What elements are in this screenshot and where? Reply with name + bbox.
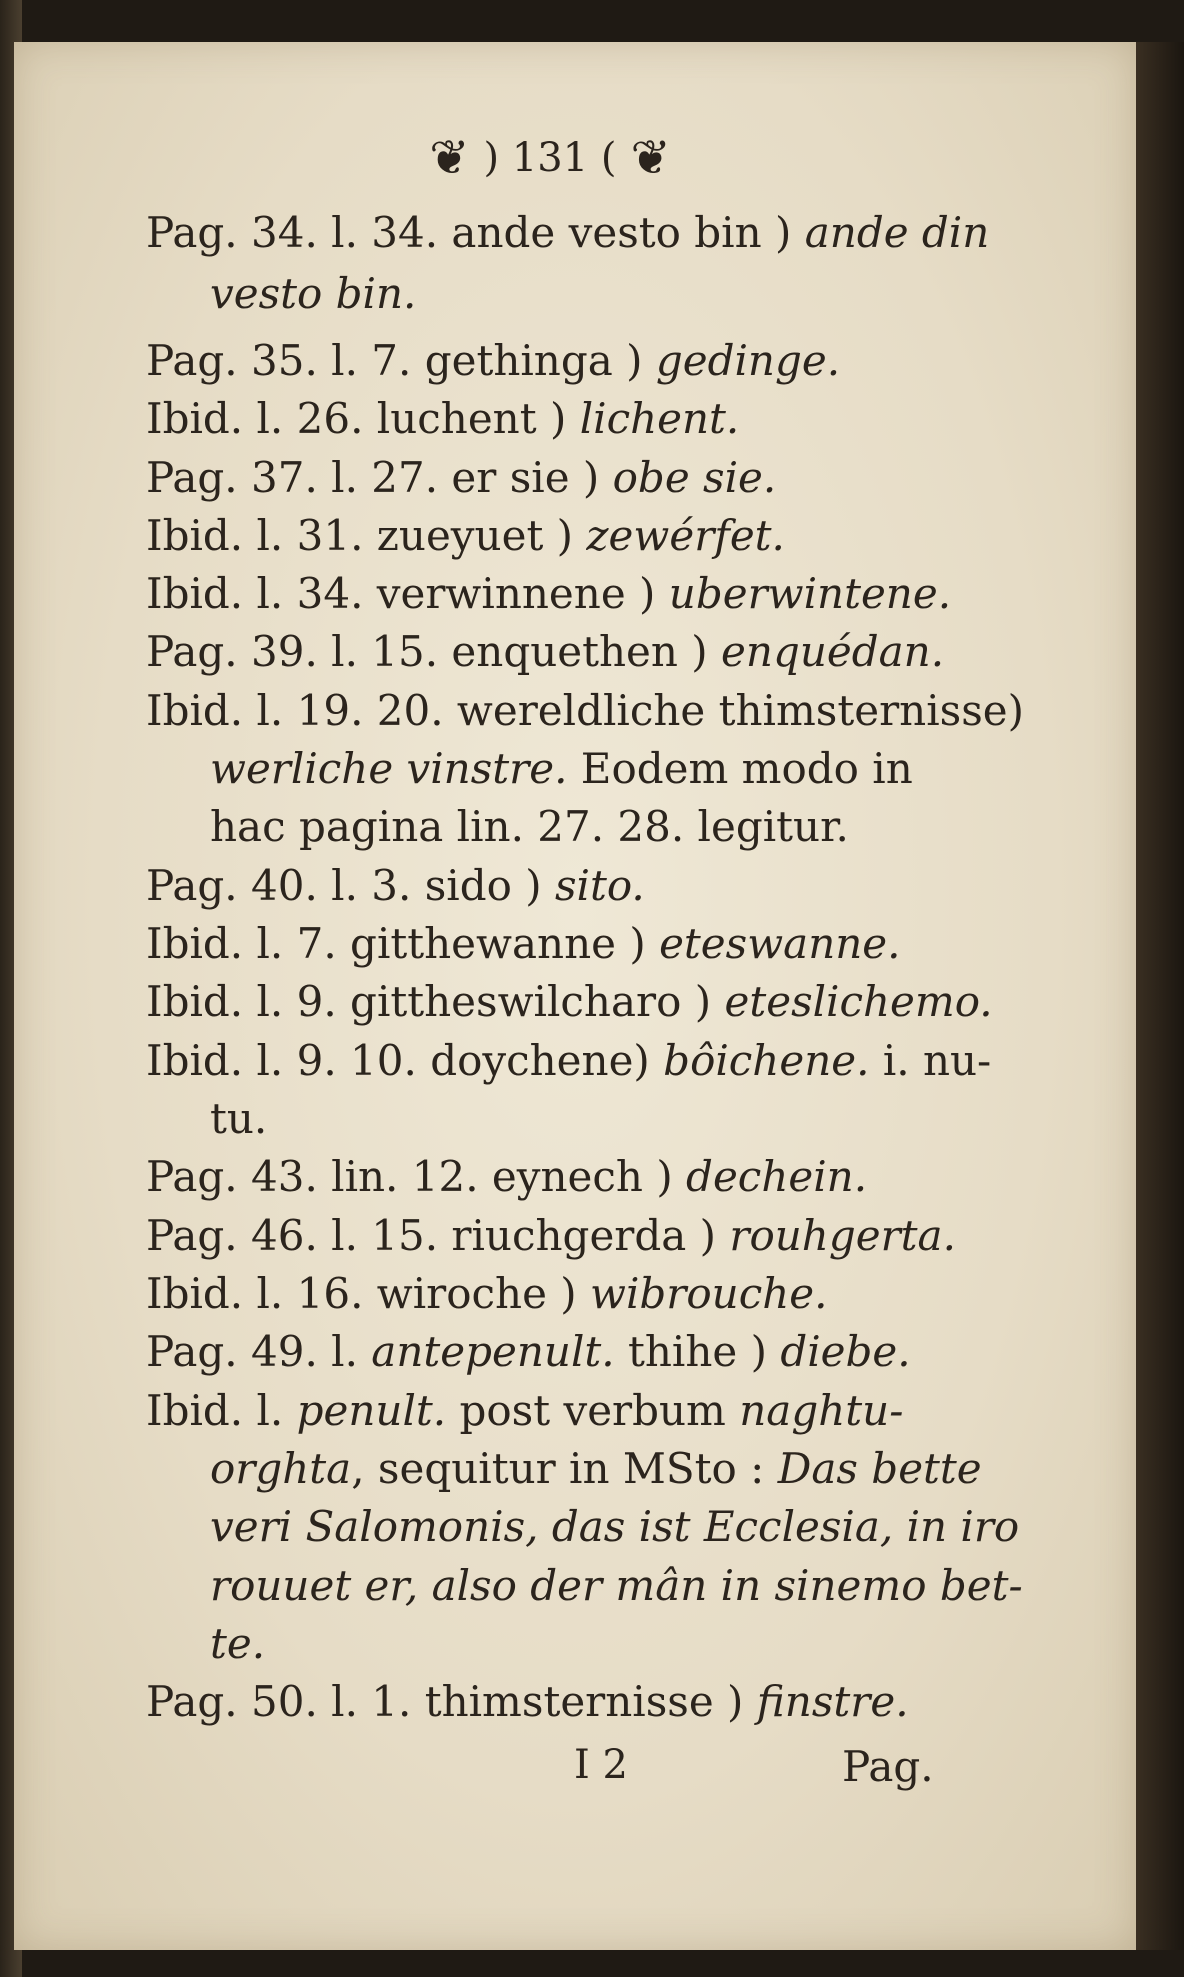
entry-line: Pag. 50. l. 1. thimsternisse ) finstre. xyxy=(146,1677,909,1726)
entry-line: Pag. 43. lin. 12. eynech ) dechein. xyxy=(146,1152,868,1201)
catchword: Pag. xyxy=(842,1742,934,1791)
entry-line: Ibid. l. penult. post verbum naghtu- xyxy=(146,1386,904,1435)
entry-line: rouuet er, also der mân in sinemo bet- xyxy=(210,1561,1023,1610)
entry-line: Ibid. l. 16. wiroche ) wibrouche. xyxy=(146,1269,828,1318)
left-ornament-icon: ❦ xyxy=(429,130,470,186)
page-header xyxy=(380,128,720,188)
entry-line: Ibid. l. 34. verwinnene ) uberwintene. xyxy=(146,569,952,618)
page-edge xyxy=(1136,42,1184,1950)
entry-line: Ibid. l. 19. 20. wereldliche thimsternisse) xyxy=(146,686,1025,735)
entry-line: Ibid. l. 9. gittheswilcharo ) eteslichemo. xyxy=(146,977,993,1026)
entry-line: Pag. 39. l. 15. enquethen ) enquédan. xyxy=(146,627,945,676)
entry-line: vesto bin. xyxy=(210,269,417,318)
signature-mark: I 2 xyxy=(574,1742,628,1788)
entry-line: werliche vinstre. Eodem modo in xyxy=(210,744,913,793)
entry-line: Ibid. l. 26. luchent ) lichent. xyxy=(146,394,740,443)
entry-line: Ibid. l. 9. 10. doychene) bôichene. i. nu- xyxy=(146,1036,992,1085)
entry-line: tu. xyxy=(210,1094,268,1143)
entry-line: Pag. 34. l. 34. ande vesto bin ) ande din xyxy=(146,208,990,257)
entry-line: orghta, sequitur in MSto : Das bette xyxy=(210,1444,982,1493)
entry-line: veri Salomonis, das ist Ecclesia, in iro xyxy=(210,1502,1020,1551)
entry-line: hac pagina lin. 27. 28. legitur. xyxy=(210,802,849,851)
entry-line: Pag. 49. l. antepenult. thihe ) diebe. xyxy=(146,1327,911,1376)
entry-line: Pag. 35. l. 7. gethinga ) gedinge. xyxy=(146,336,841,385)
entry-line: Pag. 37. l. 27. er sie ) obe sie. xyxy=(146,453,777,502)
entry-line: Pag. 40. l. 3. sido ) sito. xyxy=(146,861,645,910)
entry-line: Ibid. l. 31. zueyuet ) zewérfet. xyxy=(146,511,785,560)
right-ornament-icon: ❦ xyxy=(630,130,671,186)
entry-line: te. xyxy=(210,1619,266,1668)
entry-line: Pag. 46. l. 15. riuchgerda ) rouhgerta. xyxy=(146,1211,956,1260)
page-number: ) 131 ( xyxy=(483,135,617,181)
entry-line: Ibid. l. 7. gitthewanne ) eteswanne. xyxy=(146,919,901,968)
